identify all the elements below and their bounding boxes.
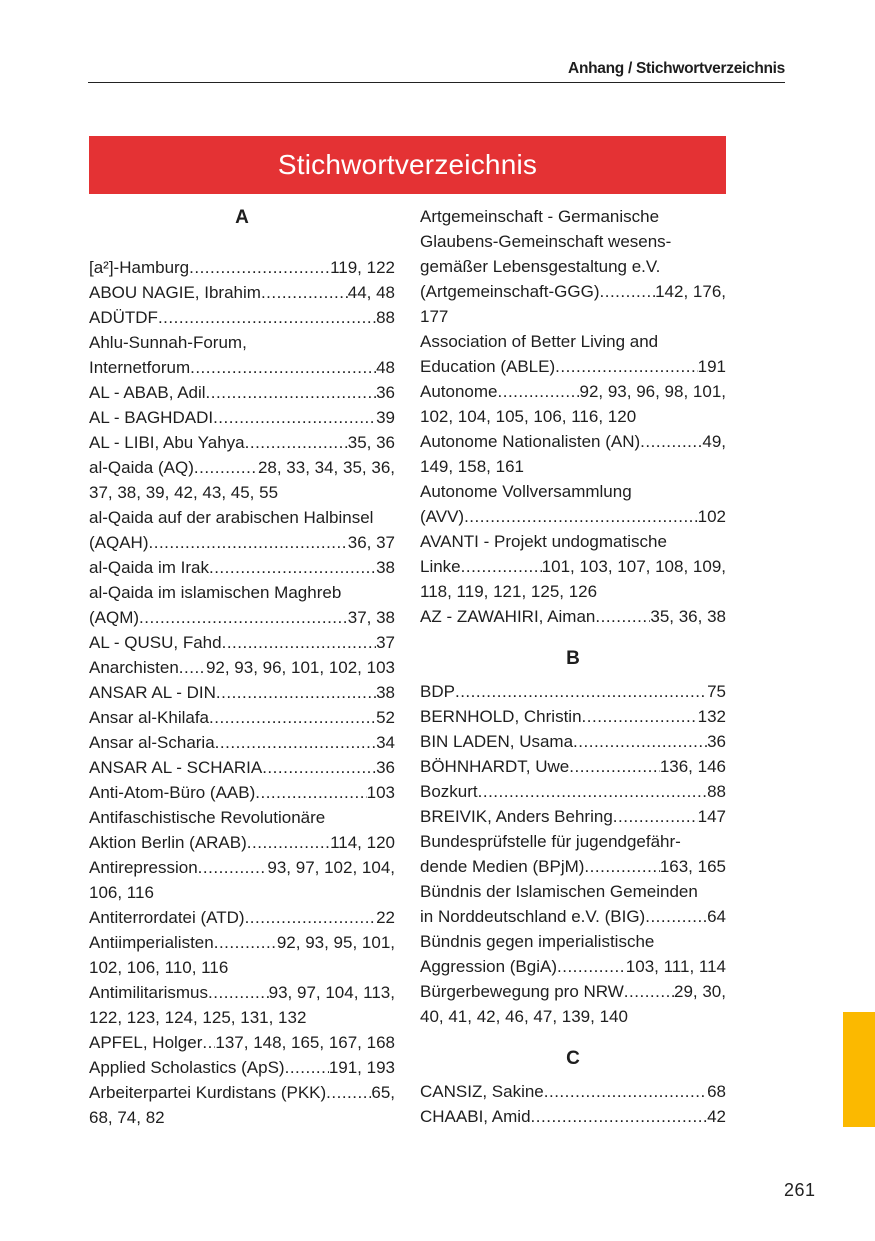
entry-pages: 142, 176,	[655, 282, 726, 301]
entry-list-a-right	[420, 204, 726, 629]
index-entry	[89, 905, 395, 930]
page-number: 261	[784, 1180, 816, 1200]
dot-leader	[202, 1030, 215, 1055]
index-entry	[420, 754, 726, 779]
entry-term-prefix: Bündnis gegen imperialistische	[420, 932, 655, 951]
entry-pages: 93, 97, 104, 113,	[268, 983, 395, 1002]
entry-pages: 35, 36	[347, 433, 395, 452]
entry-term: Linke	[420, 557, 461, 576]
index-entry	[89, 1080, 395, 1130]
dot-leader	[595, 604, 650, 629]
entry-pages: 101, 103, 107, 108, 109,	[541, 557, 726, 576]
index-entry	[89, 405, 395, 430]
entry-line	[89, 980, 395, 1005]
dot-leader	[190, 355, 376, 380]
dot-leader	[209, 555, 376, 580]
entry-list-a-left	[89, 255, 395, 1130]
entry-pages: 92, 93, 96, 101, 102, 103	[205, 658, 395, 677]
index-entry	[420, 829, 726, 879]
dot-leader	[245, 430, 348, 455]
entry-pages: 37, 38	[347, 608, 395, 627]
index-entry	[89, 930, 395, 980]
entry-pages: 119, 122	[330, 258, 395, 277]
dot-leader	[255, 780, 366, 805]
dot-leader	[262, 755, 376, 780]
entry-pages: 132	[697, 707, 726, 726]
dot-leader	[640, 429, 702, 454]
index-entry	[89, 305, 395, 330]
entry-term: CHAABI, Amid	[420, 1107, 531, 1126]
index-entry	[420, 929, 726, 979]
index-entry	[420, 329, 726, 379]
index-entry	[420, 379, 726, 429]
index-entry	[89, 980, 395, 1030]
entry-term: Ansar al-Scharia	[89, 733, 215, 752]
entry-term: BERNHOLD, Christin	[420, 707, 582, 726]
entry-pages-continued: 118, 119, 121, 125, 126	[420, 582, 598, 601]
running-header-title: Anhang / Stichwortverzeichnis	[568, 60, 785, 77]
entry-list-c	[420, 1079, 726, 1129]
dot-leader	[569, 754, 660, 779]
dot-leader	[216, 680, 376, 705]
dot-leader	[455, 679, 707, 704]
index-entry	[420, 729, 726, 754]
entry-pages-continued: 68, 74, 82	[89, 1108, 165, 1127]
index-title-banner	[89, 136, 726, 194]
dot-leader	[464, 504, 698, 529]
entry-pages: 92, 93, 95, 101,	[276, 933, 395, 952]
entry-line	[89, 855, 395, 880]
entry-pages: 48	[376, 358, 395, 377]
dot-leader	[600, 279, 656, 304]
entry-term: Anarchisten	[89, 658, 179, 677]
entry-term: Bürgerbewegung pro NRW	[420, 982, 624, 1001]
dot-leader	[245, 905, 377, 930]
entry-line	[420, 729, 726, 754]
entry-term: BÖHNHARDT, Uwe	[420, 757, 570, 776]
entry-term: BREIVIK, Anders Behring	[420, 807, 613, 826]
dot-leader	[149, 530, 348, 555]
entry-term: AL - BAGHDADI	[89, 408, 214, 427]
entry-pages-continued: 102, 104, 105, 106, 116, 120	[420, 407, 637, 426]
entry-term: AL - QUSU, Fahd	[89, 633, 222, 652]
section-letter-b: B	[566, 648, 580, 669]
dot-leader	[179, 655, 206, 680]
entry-pages: 64	[707, 907, 726, 926]
entry-pages: 103	[366, 783, 395, 802]
dot-leader	[261, 280, 348, 305]
entry-pages: 49,	[702, 432, 726, 451]
entry-line	[420, 429, 726, 454]
dot-leader	[461, 554, 542, 579]
entry-term: dende Medien (BPjM)	[420, 857, 585, 876]
entry-line	[420, 554, 726, 579]
entry-line	[89, 730, 395, 755]
entry-term-prefix: Bundesprüfstelle für jugendgefähr-	[420, 832, 681, 851]
entry-term: AZ - ZAWAHIRI, Aiman	[420, 607, 596, 626]
entry-term-prefix: Association of Better Living and	[420, 332, 659, 351]
entry-line	[89, 905, 395, 930]
index-entry	[89, 855, 395, 905]
entry-term: Anti-Atom-Büro (AAB)	[89, 783, 256, 802]
entry-term: AL - ABAB, Adil	[89, 383, 206, 402]
entry-term: (Artgemeinschaft-GGG)	[420, 282, 600, 301]
entry-line	[89, 705, 395, 730]
entry-pages: 34	[376, 733, 395, 752]
entry-pages: 88	[376, 308, 395, 327]
entry-term: Aktion Berlin (ARAB)	[89, 833, 247, 852]
entry-pages: 37	[376, 633, 395, 652]
entry-pages: 29, 30,	[674, 982, 726, 1001]
entry-term-prefix: Ahlu-Sunnah-Forum,	[89, 333, 247, 352]
entry-pages: 35, 36, 38	[650, 607, 726, 626]
entry-line	[89, 780, 395, 805]
index-entry	[89, 805, 395, 855]
entry-term: Education (ABLE)	[420, 357, 556, 376]
entry-term: APFEL, Holger	[89, 1033, 203, 1052]
entry-term-prefix: Glaubens-Gemeinschaft wesens-	[420, 232, 672, 251]
index-entry	[420, 529, 726, 604]
entry-pages: 68	[707, 1082, 726, 1101]
entry-term: (AQM)	[89, 608, 140, 627]
dot-leader	[478, 779, 707, 804]
chapter-thumb-tab	[843, 1012, 875, 1127]
entry-pages-continued: 149, 158, 161	[420, 457, 524, 476]
entry-line	[89, 680, 395, 705]
entry-line	[89, 630, 395, 655]
section-letter-c: C	[566, 1048, 580, 1069]
index-entry	[89, 780, 395, 805]
dot-leader	[208, 980, 269, 1005]
entry-line	[89, 430, 395, 455]
entry-term: (AVV)	[420, 507, 465, 526]
index-entry	[420, 479, 726, 529]
dot-leader	[139, 605, 348, 630]
dot-leader	[247, 830, 330, 855]
index-entry	[420, 204, 726, 329]
index-entry	[89, 505, 395, 555]
dot-leader	[544, 1079, 707, 1104]
entry-term-prefix: AVANTI - Projekt undogmatische	[420, 532, 667, 551]
dot-leader	[206, 380, 377, 405]
entry-pages: 147	[697, 807, 726, 826]
dot-leader	[557, 954, 626, 979]
entry-term: al-Qaida im Irak	[89, 558, 209, 577]
entry-term: BDP	[420, 682, 455, 701]
index-column-left	[89, 204, 395, 1130]
entry-pages-continued: 37, 38, 39, 42, 43, 45, 55	[89, 483, 279, 502]
entry-line	[420, 754, 726, 779]
entry-line	[420, 1104, 726, 1129]
index-entry	[89, 680, 395, 705]
dot-leader	[222, 630, 376, 655]
entry-pages: 52	[376, 708, 395, 727]
entry-pages: 93, 97, 102, 104,	[267, 858, 395, 877]
dot-leader	[584, 854, 659, 879]
index-entry	[89, 330, 395, 380]
entry-pages: 36	[376, 758, 395, 777]
entry-line	[89, 605, 395, 630]
entry-pages: 191, 193	[328, 1058, 395, 1077]
index-column-right	[420, 204, 726, 1129]
entry-term: al-Qaida (AQ)	[89, 458, 194, 477]
entry-line	[420, 954, 726, 979]
entry-term-prefix: gemäßer Lebensgestaltung e.V.	[420, 257, 661, 276]
dot-leader	[285, 1055, 329, 1080]
entry-line	[89, 830, 395, 855]
entry-line	[420, 779, 726, 804]
entry-term-prefix: al-Qaida auf der arabischen Halbinsel	[89, 508, 374, 527]
dot-leader	[158, 305, 376, 330]
entry-term-prefix: al-Qaida im islamischen Maghreb	[89, 583, 342, 602]
dot-leader	[582, 704, 698, 729]
entry-line	[89, 405, 395, 430]
entry-term-prefix: Artgemeinschaft - Germanische	[420, 207, 660, 226]
dot-leader	[209, 705, 376, 730]
dot-leader	[326, 1080, 371, 1105]
entry-pages: 65,	[371, 1083, 395, 1102]
entry-term: ANSAR AL - SCHARIA	[89, 758, 263, 777]
index-entry	[420, 679, 726, 704]
dot-leader	[624, 979, 674, 1004]
entry-pages: 75	[707, 682, 726, 701]
entry-term: ANSAR AL - DIN	[89, 683, 216, 702]
dot-leader	[555, 354, 697, 379]
entry-line	[420, 679, 726, 704]
entry-pages: 137, 148, 165, 167, 168	[215, 1033, 395, 1052]
dot-leader	[213, 405, 376, 430]
entry-line	[420, 279, 726, 304]
entry-line	[89, 280, 395, 305]
entry-term: Internetforum	[89, 358, 191, 377]
entry-line	[89, 1080, 395, 1105]
index-entry	[89, 455, 395, 505]
entry-term: Antimilitarismus	[89, 983, 209, 1002]
entry-pages: 44, 48	[347, 283, 395, 302]
index-entry	[89, 1030, 395, 1055]
index-entry	[89, 730, 395, 755]
dot-leader	[214, 930, 277, 955]
index-entry	[420, 604, 726, 629]
entry-pages: 102	[697, 507, 726, 526]
index-entry	[420, 979, 726, 1029]
entry-line	[420, 904, 726, 929]
dot-leader	[215, 730, 376, 755]
entry-line	[89, 1030, 395, 1055]
entry-line	[89, 255, 395, 280]
entry-pages: 103, 111, 114	[625, 957, 726, 976]
index-entry	[420, 429, 726, 479]
entry-line	[89, 930, 395, 955]
entry-pages: 38	[376, 558, 395, 577]
entry-line	[89, 455, 395, 480]
index-entry	[89, 580, 395, 630]
entry-pages: 114, 120	[330, 833, 395, 852]
entry-term: Bozkurt	[420, 782, 478, 801]
entry-term-prefix: Autonome Vollversammlung	[420, 482, 632, 501]
entry-pages: 36	[376, 383, 395, 402]
dot-leader	[194, 455, 258, 480]
entry-line	[420, 379, 726, 404]
entry-term: Autonome	[420, 382, 498, 401]
entry-pages: 36, 37	[347, 533, 395, 552]
index-entry	[89, 555, 395, 580]
entry-pages: 92, 93, 96, 98, 101,	[579, 382, 726, 401]
entry-pages: 39	[376, 408, 395, 427]
entry-pages: 38	[376, 683, 395, 702]
index-entry	[420, 1079, 726, 1104]
index-entry	[89, 755, 395, 780]
entry-pages: 136, 146	[659, 757, 726, 776]
running-header	[88, 58, 785, 83]
entry-pages-continued: 102, 106, 110, 116	[89, 958, 229, 977]
entry-pages: 36	[707, 732, 726, 751]
entry-line	[420, 854, 726, 879]
entry-term: (AQAH)	[89, 533, 149, 552]
section-letter-a: A	[235, 207, 249, 228]
entry-term: [a²]-Hamburg	[89, 258, 190, 277]
dot-leader	[198, 855, 268, 880]
entry-pages-continued: 122, 123, 124, 125, 131, 132	[89, 1008, 307, 1027]
entry-line	[420, 704, 726, 729]
entry-pages-continued: 40, 41, 42, 46, 47, 139, 140	[420, 1007, 628, 1026]
dot-leader	[573, 729, 707, 754]
dot-leader	[498, 379, 580, 404]
entry-term: ADÜTDF	[89, 308, 158, 327]
entry-term: ABOU NAGIE, Ibrahim	[89, 283, 261, 302]
entry-line	[89, 555, 395, 580]
entry-pages: 191	[697, 357, 726, 376]
index-entry	[420, 779, 726, 804]
dot-leader	[531, 1104, 708, 1129]
entry-term: Antiimperialisten	[89, 933, 214, 952]
entry-term: BIN LADEN, Usama	[420, 732, 574, 751]
entry-line	[420, 504, 726, 529]
entry-line	[420, 354, 726, 379]
entry-pages-continued: 106, 116	[89, 883, 154, 902]
index-entry	[89, 1055, 395, 1080]
entry-term: Arbeiterpartei Kurdistans (PKK)	[89, 1083, 327, 1102]
entry-term-prefix: Bündnis der Islamischen Gemeinden	[420, 882, 698, 901]
entry-pages-continued: 177	[420, 307, 449, 326]
entry-line	[89, 1055, 395, 1080]
dot-leader	[189, 255, 330, 280]
entry-term: in Norddeutschland e.V. (BIG)	[420, 907, 646, 926]
entry-pages: 163, 165	[659, 857, 726, 876]
dot-leader	[613, 804, 698, 829]
entry-line	[89, 380, 395, 405]
entry-term: CANSIZ, Sakine	[420, 1082, 544, 1101]
entry-line	[420, 1079, 726, 1104]
index-entry	[89, 255, 395, 280]
index-entry	[420, 804, 726, 829]
entry-term-prefix: Antifaschistische Revolutionäre	[89, 808, 326, 827]
entry-pages: 22	[376, 908, 395, 927]
entry-line	[89, 355, 395, 380]
entry-term: Autonome Nationalisten (AN)	[420, 432, 641, 451]
index-entry	[420, 879, 726, 929]
index-entry	[89, 655, 395, 680]
index-title: Stichwortverzeichnis	[277, 149, 538, 180]
index-entry	[89, 380, 395, 405]
entry-pages: 28, 33, 34, 35, 36,	[257, 458, 395, 477]
entry-line	[420, 804, 726, 829]
entry-line	[89, 655, 395, 680]
entry-line	[89, 530, 395, 555]
entry-term: Antirepression	[89, 858, 198, 877]
index-entry	[420, 1104, 726, 1129]
entry-term: Applied Scholastics (ApS)	[89, 1058, 285, 1077]
entry-line	[89, 755, 395, 780]
entry-line	[420, 979, 726, 1004]
entry-term: Ansar al-Khilafa	[89, 708, 210, 727]
index-entry	[420, 704, 726, 729]
entry-pages: 42	[707, 1107, 726, 1126]
entry-line	[420, 604, 726, 629]
index-entry	[89, 430, 395, 455]
entry-pages: 88	[707, 782, 726, 801]
entry-list-b	[420, 679, 726, 1029]
entry-term: Aggression (BgiA)	[420, 957, 558, 976]
dot-leader	[645, 904, 707, 929]
entry-term: Antiterrordatei (ATD)	[89, 908, 245, 927]
index-entry	[89, 280, 395, 305]
entry-term: AL - LIBI, Abu Yahya	[89, 433, 245, 452]
index-entry	[89, 630, 395, 655]
entry-line	[89, 305, 395, 330]
index-entry	[89, 705, 395, 730]
